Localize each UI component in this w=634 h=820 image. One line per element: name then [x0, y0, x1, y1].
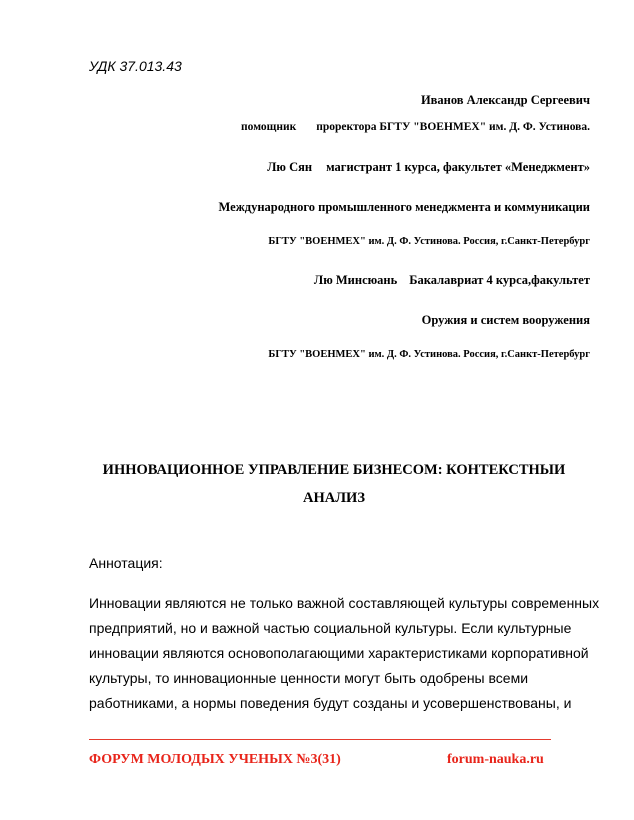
author-1-role: помощник — [241, 121, 297, 133]
abstract-line: предприятий, но и важной частью социальной культуры. Если культурные — [89, 620, 572, 636]
author-1-position — [241, 121, 590, 133]
abstract-line: Инновации являются не только важной составляющей культуры современных — [89, 595, 600, 611]
author-2-affiliation: БГТУ "ВОЕНМЕХ" им. Д. Ф. Устинова. Россия, г.Санкт-Петербург — [268, 236, 590, 247]
abstract-line: работниками, а нормы поведения будут созданы и усовершенствованы, и — [89, 695, 572, 711]
author-3-name: Лю Минсюань — [313, 273, 398, 287]
paper-title-line-1: ИННОВАЦИОННОЕ УПРАВЛЕНИЕ БИЗНЕСОМ: КОНТЕКСТНЫИ — [102, 462, 566, 478]
author-3-line — [314, 273, 590, 288]
author-1-name: Иванов Александр Сергеевич — [420, 93, 590, 107]
footer-journal-name: ФОРУМ МОЛОДЫХ УЧЕНЫХ №3(31) — [89, 752, 341, 767]
abstract-line: культуры, то инновационные ценности могут быть одобрены всеми — [89, 670, 529, 686]
paper-title-line-2: АНАЛИЗ — [303, 490, 365, 506]
author-2-name: Лю Сян — [267, 160, 313, 174]
author-2-faculty: Международного промышленного менеджмента и коммуникации — [218, 200, 590, 214]
author-2-role: магистрант 1 курса, факультет «Менеджмент» — [326, 160, 590, 174]
udc-code: УДК 37.013.43 — [89, 58, 182, 74]
author-3-role: Бакалавриат 4 курса,факультет — [409, 273, 590, 287]
author-3-affiliation: БГТУ "ВОЕНМЕХ" им. Д. Ф. Устинова. Россия, г.Санкт-Петербург — [268, 349, 590, 360]
paper-title — [89, 456, 579, 512]
annotation-label: Аннотация: — [89, 555, 163, 571]
footer-divider — [89, 739, 551, 740]
abstract-line: инновации являются основополагающими характеристиками корпоративной — [89, 645, 589, 661]
author-2-line — [267, 160, 590, 175]
author-3-faculty: Оружия и систем вооружения — [421, 313, 590, 327]
footer-website[interactable]: forum-nauka.ru — [447, 752, 544, 767]
author-1-affiliation: проректора БГТУ "ВОЕНМЕХ" им. Д. Ф. Устинова. — [316, 121, 590, 133]
